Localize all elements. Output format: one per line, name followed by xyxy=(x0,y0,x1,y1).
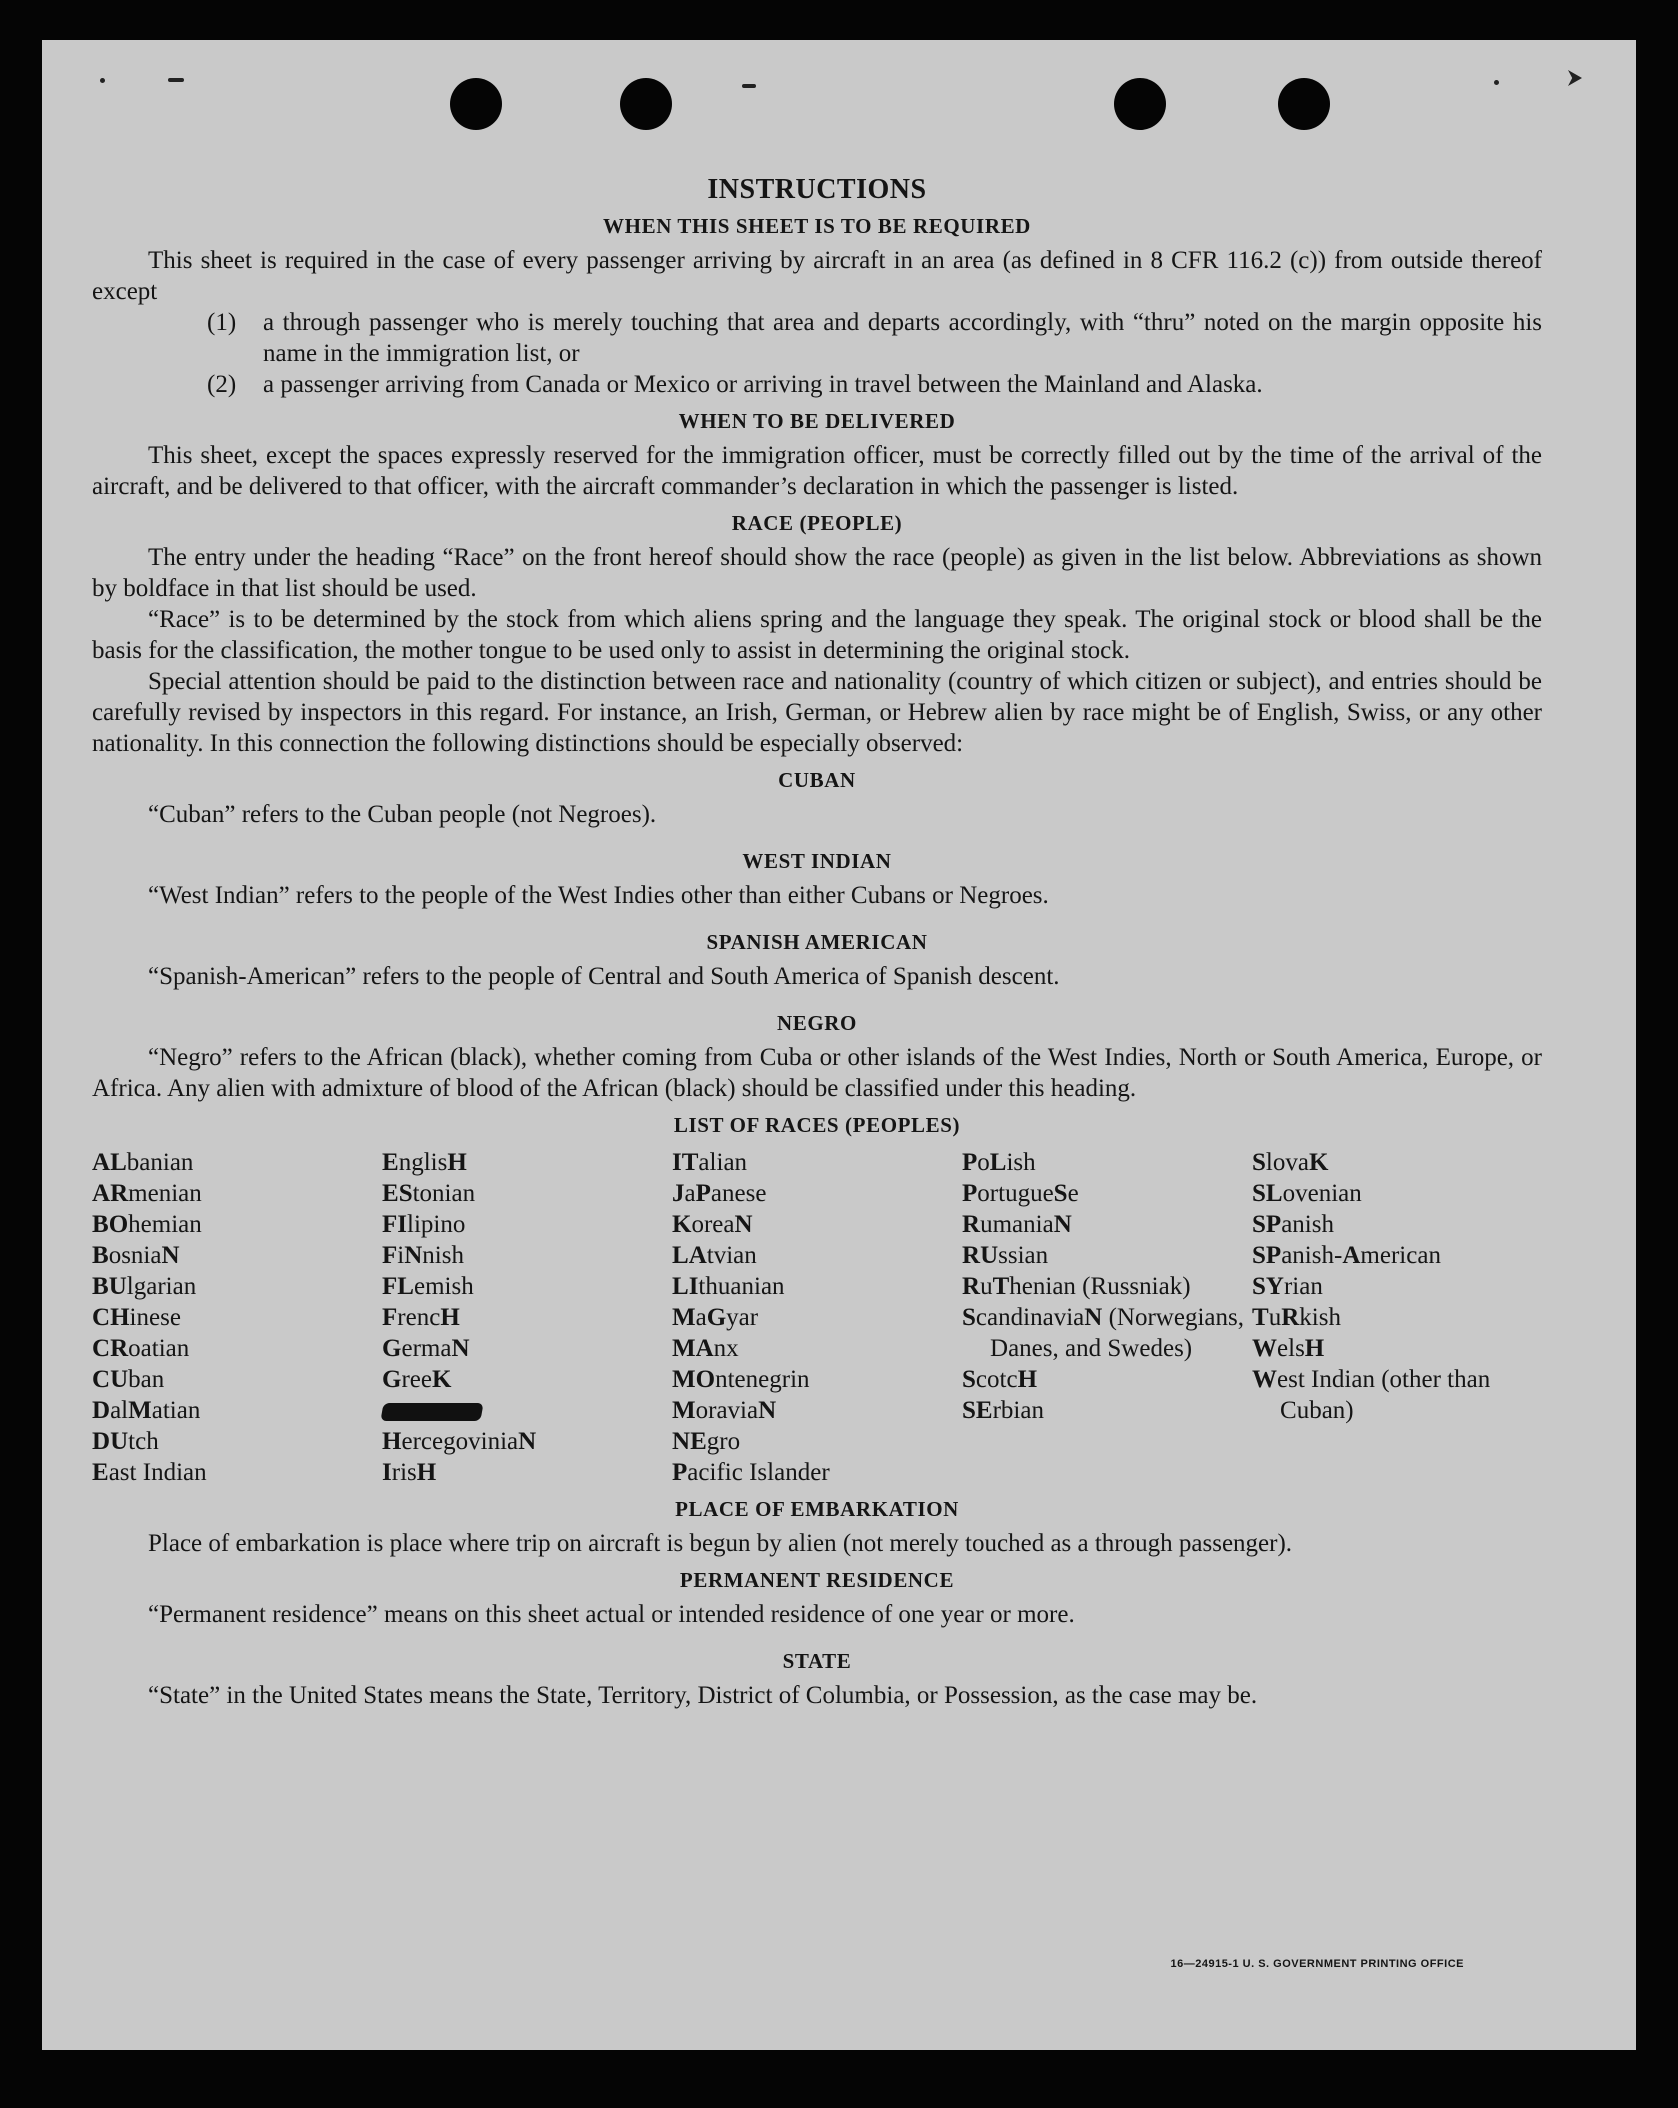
punch-hole xyxy=(1278,78,1330,130)
punch-hole xyxy=(1114,78,1166,130)
race-item: ARmenian xyxy=(92,1180,202,1207)
paragraph: Place of embarkation is place where trip on aircraft is begun by alien (not merely touched as a through passenger). xyxy=(148,1530,1293,1557)
race-item: RumaniaN xyxy=(962,1211,1072,1238)
race-item: HercegoviniaN xyxy=(382,1428,537,1455)
list-number: (1) xyxy=(207,309,237,336)
races-heading: LIST OF RACES (PEOPLES) xyxy=(673,1113,961,1137)
race-item: LAtvian xyxy=(672,1242,757,1269)
section-heading: RACE (PEOPLE) xyxy=(731,511,903,535)
section-cuban xyxy=(92,765,1542,830)
race-item: KoreaN xyxy=(672,1211,753,1238)
race-item: CUban xyxy=(92,1366,165,1393)
race-item: PoLish xyxy=(962,1149,1036,1176)
paragraph xyxy=(92,245,1542,307)
list-text: a through passenger who is merely touching that area and departs accordingly, with “thru” noted on the margin opposite his name in the immigration list, or xyxy=(263,309,1542,367)
race-item: BUlgarian xyxy=(92,1273,197,1300)
race-item: East Indian xyxy=(92,1459,207,1486)
race-item: CHinese xyxy=(92,1304,181,1331)
instructions-content xyxy=(92,174,1542,1711)
race-item: West Indian (other than Cuban) xyxy=(1252,1366,1491,1424)
document-page xyxy=(42,40,1636,2050)
paragraph: “Cuban” refers to the Cuban people (not Negroes). xyxy=(148,801,657,828)
section-when-required xyxy=(92,211,1542,400)
paragraph: “Spanish-American” refers to the people of Central and South America of Spanish descent. xyxy=(148,963,1060,990)
race-item: FrencH xyxy=(382,1304,460,1331)
race-item: MoraviaN xyxy=(672,1397,777,1424)
paragraph: “Permanent residence” means on this sheet actual or intended residence of one year or more. xyxy=(148,1601,1075,1628)
race-item: SLovenian xyxy=(1252,1180,1362,1207)
race-item: JaPanese xyxy=(672,1180,767,1207)
race-item: WelsH xyxy=(1252,1335,1325,1362)
race-item: MaGyar xyxy=(672,1304,759,1331)
paragraph: “Race” is to be determined by the stock from which aliens spring and the language they speak. The original stock or blood shall be the basis for the classification, the mother tongue to be used only to assist in determining the original stock. xyxy=(92,606,1542,664)
race-column xyxy=(92,1147,382,1488)
paragraph-text: This sheet is required in the case of every passenger arriving by aircraft in an area (as defined in 8 CFR 116.2 (c)) from outside thereof except xyxy=(92,247,1542,305)
race-item: BOhemian xyxy=(92,1211,202,1238)
section-heading: NEGRO xyxy=(776,1011,857,1035)
section-spanish-american xyxy=(92,927,1542,992)
race-item: ALbanian xyxy=(92,1149,194,1176)
section-heading: WHEN TO BE DELIVERED xyxy=(678,409,956,433)
section-heading: WEST INDIAN xyxy=(742,849,892,873)
race-item: EnglisH xyxy=(382,1149,467,1176)
race-column xyxy=(382,1147,672,1488)
race-item: RUssian xyxy=(962,1242,1049,1269)
race-item: NEgro xyxy=(672,1428,741,1455)
race-column xyxy=(1252,1147,1542,1488)
list-item xyxy=(207,369,1542,400)
race-item: TuRkish xyxy=(1252,1304,1341,1331)
section-negro xyxy=(92,1008,1542,1104)
section-west-indian xyxy=(92,846,1542,911)
speck-mark xyxy=(100,78,105,83)
section-race xyxy=(92,508,1542,759)
list-number: (2) xyxy=(207,371,237,398)
race-item: BosniaN xyxy=(92,1242,180,1269)
race-item: DalMatian xyxy=(92,1397,201,1424)
race-item: CRoatian xyxy=(92,1335,190,1362)
speck-mark xyxy=(742,84,756,88)
paragraph: The entry under the heading “Race” on the front hereof should show the race (people) as given in the list below. Abbreviations as shown by boldface in that list should be used. xyxy=(92,544,1542,602)
race-item: SPanish xyxy=(1252,1211,1334,1238)
punch-hole xyxy=(620,78,672,130)
race-item xyxy=(382,1395,672,1426)
corner-mark xyxy=(1568,70,1582,86)
redacted-entry xyxy=(380,1403,483,1421)
section-heading: SPANISH AMERICAN xyxy=(706,930,928,954)
race-column xyxy=(962,1147,1252,1488)
list-item xyxy=(207,307,1542,369)
race-item: Pacific Islander xyxy=(672,1459,830,1486)
race-item: SPanish-American xyxy=(1252,1242,1441,1269)
race-item: PortugueSe xyxy=(962,1180,1079,1207)
race-item: MOntenegrin xyxy=(672,1366,810,1393)
section-permanent-residence xyxy=(92,1565,1542,1630)
speck-mark xyxy=(168,78,184,82)
race-item: IrisH xyxy=(382,1459,437,1486)
race-item: GermaN xyxy=(382,1335,470,1362)
punch-hole xyxy=(450,78,502,130)
paragraph: This sheet, except the spaces expressly reserved for the immigration officer, must be correctly filled out by the time of the arrival of the aircraft, and be delivered to that officer, with the aircraft commander’s declaration in which the passenger is listed. xyxy=(92,442,1542,500)
section-heading: PERMANENT RESIDENCE xyxy=(679,1568,955,1592)
section-place-of-embarkation xyxy=(92,1494,1542,1559)
race-item: SErbian xyxy=(962,1397,1044,1424)
race-item: GreeK xyxy=(382,1366,452,1393)
race-list xyxy=(92,1147,1542,1488)
race-item: EStonian xyxy=(382,1180,476,1207)
race-item: ScandinaviaN (Norwegians, Danes, and Swedes) xyxy=(962,1304,1244,1362)
race-column xyxy=(672,1147,962,1488)
race-item: SlovaK xyxy=(1252,1149,1329,1176)
list-text: a passenger arriving from Canada or Mexico or arriving in travel between the Mainland and Alaska. xyxy=(263,371,1263,398)
paragraph: “Negro” refers to the African (black), whether coming from Cuba or other islands of the West Indies, North or South America, Europe, or Africa. Any alien with admixture of blood of the African (black) should be classified under this heading. xyxy=(92,1044,1542,1102)
race-item: FLemish xyxy=(382,1273,474,1300)
race-item: MAnx xyxy=(672,1335,739,1362)
race-item: DUtch xyxy=(92,1428,159,1455)
race-item: ITalian xyxy=(672,1149,748,1176)
printing-office-code: 16—24915-1 U. S. GOVERNMENT PRINTING OFFICE xyxy=(1170,1958,1464,1970)
section-heading: PLACE OF EMBARKATION xyxy=(675,1497,959,1521)
paragraph: “West Indian” refers to the people of the West Indies other than either Cubans or Negroes. xyxy=(148,882,1049,909)
section-heading: STATE xyxy=(782,1649,852,1673)
page-title: INSTRUCTIONS xyxy=(707,174,927,205)
race-item: SYrian xyxy=(1252,1273,1323,1300)
race-item: FiNnish xyxy=(382,1242,464,1269)
race-item: RuThenian (Russniak) xyxy=(962,1273,1191,1300)
section-state xyxy=(92,1646,1542,1711)
paragraph: Special attention should be paid to the distinction between race and nationality (country of which citizen or subject), and entries should be carefully revised by inspectors in this regard. For instance, an Irish, German, or Hebrew alien by race might be of English, Swiss, or any other nationality. In this connection the following distinctions should be especially observed: xyxy=(92,668,1542,757)
race-item: ScotcH xyxy=(962,1366,1038,1393)
section-heading: WHEN THIS SHEET IS TO BE REQUIRED xyxy=(603,214,1031,238)
race-item: FIlipino xyxy=(382,1211,466,1238)
section-when-delivered xyxy=(92,406,1542,502)
section-heading: CUBAN xyxy=(778,768,856,792)
race-item: LIthuanian xyxy=(672,1273,785,1300)
paragraph: “State” in the United States means the State, Territory, District of Columbia, or Possession, as the case may be. xyxy=(148,1682,1258,1709)
speck-mark xyxy=(1494,80,1499,85)
